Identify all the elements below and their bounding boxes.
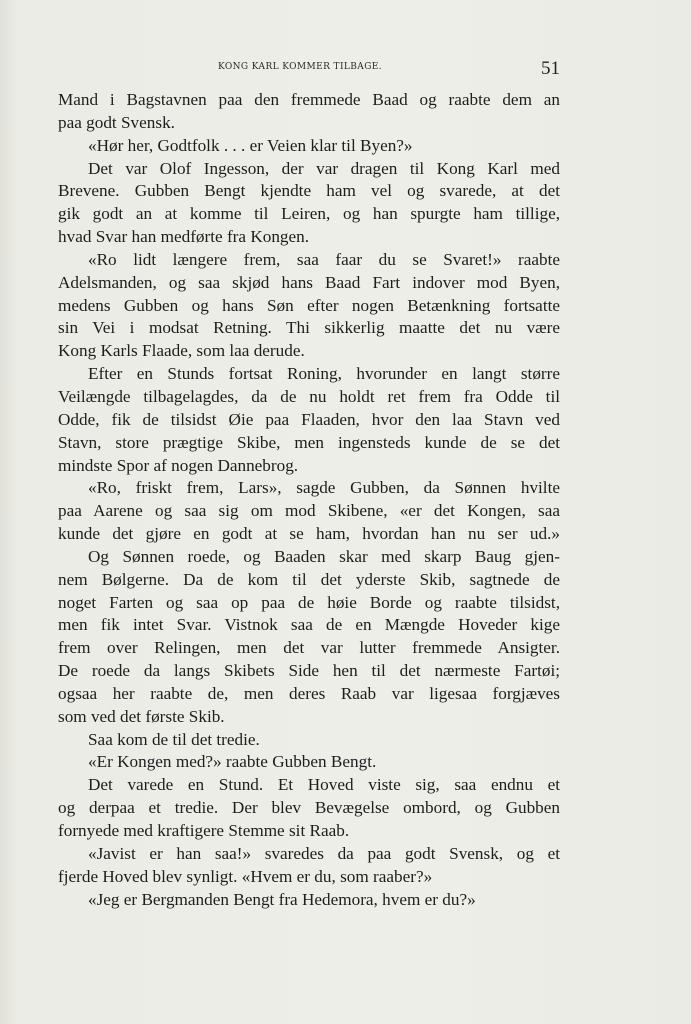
text-line: Adelsmanden, og saa skjød hans Baad Fart indover mod Byen, xyxy=(58,272,560,292)
text-line: Brevene. Gubben Bengt kjendte ham vel og svarede, at det xyxy=(58,181,560,201)
text-line: sin Vei i modsat Retning. Thi sikkerlig maatte det nu være xyxy=(58,318,560,338)
text-line: «Hør her, Godtfolk . . . er Veien klar til Byen?» xyxy=(88,135,413,155)
text-line: og derpaa et tredie. Der blev Bevægelse ombord, og Gubben xyxy=(58,798,560,818)
text-line: Efter en Stunds fortsat Roning, hvorunder en langt større xyxy=(88,364,560,384)
text-line: fornyede med kraftigere Stemme sit Raab. xyxy=(58,821,350,840)
text-line: gik godt an at komme til Leiren, og han spurgte ham tillige, xyxy=(58,204,560,224)
text-line: Mand i Bagstavnen paa den fremmede Baad og raabte dem an xyxy=(58,90,560,109)
text-line: som ved det første Skib. xyxy=(58,706,225,726)
text-line: hvad Svar han medførte fra Kongen. xyxy=(58,227,310,247)
text-line: Veilængde tilbagelagdes, da de nu holdt ret frem fra Odde til xyxy=(58,386,560,406)
text-line: mindste Spor af nogen Dannebrog. xyxy=(58,455,299,475)
text-line: Det varede en Stund. Et Hoved viste sig, saa endnu et xyxy=(88,775,560,795)
text-line: Saa kom de til det tredie. xyxy=(88,729,260,749)
page-number: 51 xyxy=(541,58,560,79)
text-line: fjerde Hoved blev synligt. «Hvem er du, som raaber?» xyxy=(58,866,433,886)
text-line: «Ro, friskt frem, Lars», sagde Gubben, da Sønnen hvilte xyxy=(88,478,560,498)
text-line: noget Farten og saa op paa de høie Borde og raabte tilsidst, xyxy=(58,592,560,612)
text-line: De roede da langs Skibets Side hen til det nærmeste Fartøi; xyxy=(58,661,560,681)
text-line: men fik intet Svar. Vistnok saa de en Mængde Hoveder kige xyxy=(58,615,560,635)
text-line: paa godt Svensk. xyxy=(58,112,175,132)
text-line: «Jeg er Bergmanden Bengt fra Hedemora, hvem er du?» xyxy=(88,889,476,909)
text-line: Kong Karls Flaade, som laa derude. xyxy=(58,341,305,361)
text-line: «Javist er han saa!» svaredes da paa godt Svensk, og et xyxy=(88,843,560,863)
text-line: Og Sønnen roede, og Baaden skar med skarp Baug gjen- xyxy=(88,546,560,566)
text-line: Odde, fik de tilsidst Øie paa Flaaden, hvor den laa Stavn ved xyxy=(58,409,560,429)
text-line: medens Gubben og hans Søn efter nogen Betænkning fortsatte xyxy=(58,295,560,315)
text-line: «Er Kongen med?» raabte Gubben Bengt. xyxy=(88,752,377,772)
running-head xyxy=(0,60,691,82)
text-line: paa Aarene og saa sig om mod Skibene, «er det Kongen, saa xyxy=(58,501,560,521)
text-line: ogsaa her raabte de, men deres Raab var ligesaa forgjæves xyxy=(58,683,560,703)
text-line: kunde det gjøre en godt at se ham, hvordan han nu ser ud.» xyxy=(58,524,560,544)
running-title: KONG KARL KOMMER TILBAGE. xyxy=(218,62,383,72)
text-line: frem over Relingen, men det var lutter fremmede Ansigter. xyxy=(58,638,560,658)
text-line: Det var Olof Ingesson, der var dragen til Kong Karl med xyxy=(88,158,560,178)
text-line: «Ro lidt længere frem, saa faar du se Svaret!» raabte xyxy=(88,249,560,269)
text-line: Stavn, store prægtige Skibe, men ingensteds kunde de se det xyxy=(58,432,560,452)
text-line: nem Bølgerne. Da de kom til det yderste Skib, sagtnede de xyxy=(58,569,560,589)
body-text xyxy=(58,89,560,911)
